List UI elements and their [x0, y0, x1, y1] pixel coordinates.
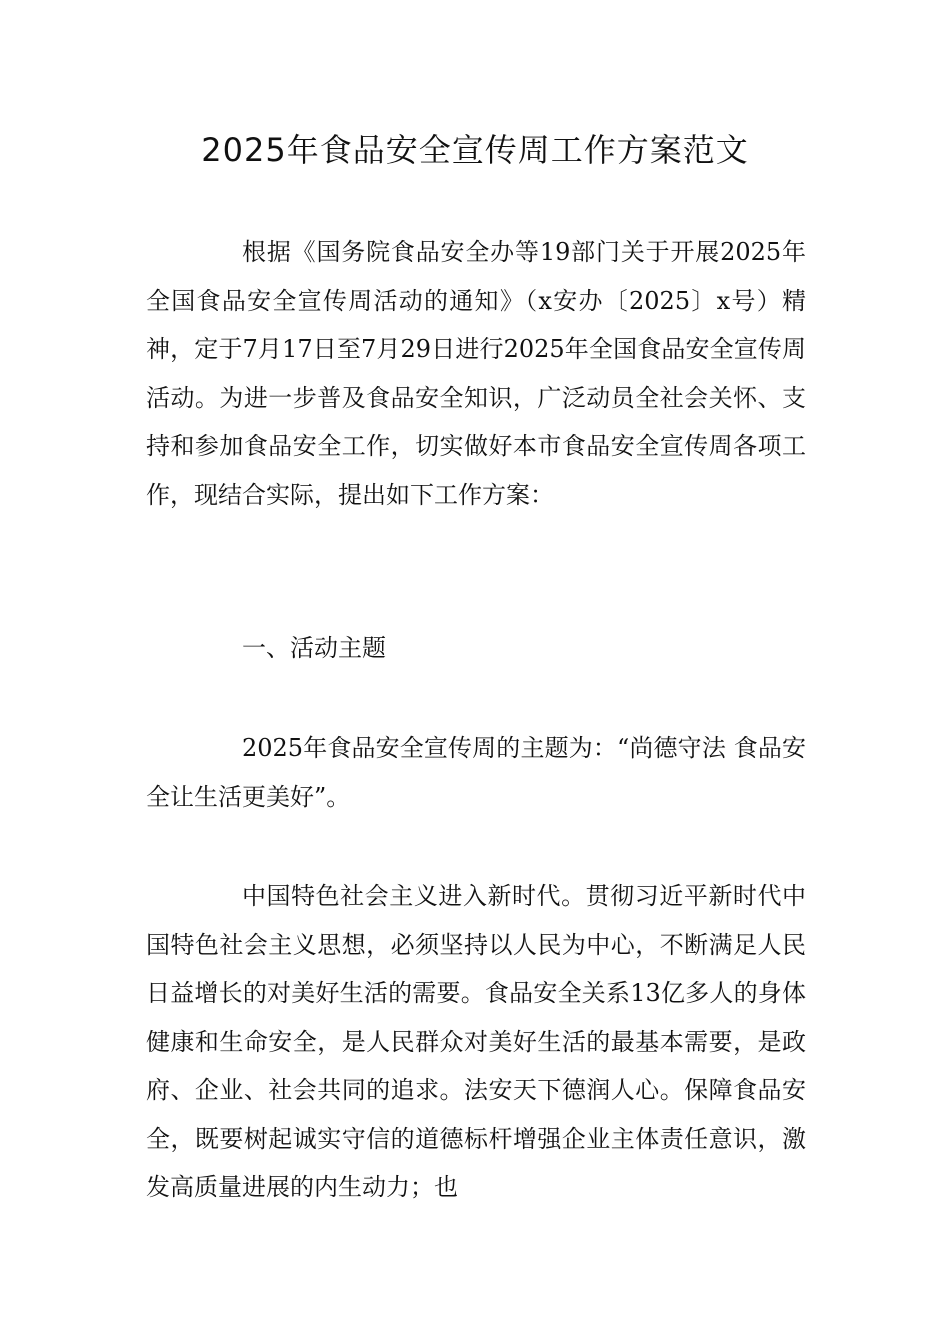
section-heading-theme: 一、活动主题: [242, 634, 386, 662]
paragraph-context: 中国特色社会主义进入新时代。贯彻习近平新时代中国特色社会主义思想，必须坚持以人民为中心，不断满足人民日益增长的对美好生活的需要。食品安全关系13亿多人的身体健康和生命安全，是人民群众对美好生活的最基本需要，是政府、企业、社会共同的追求。法安天下德润人心。保障食品安全，既要树起诚实守信的道德标杆增强企业主体责任意识，激发高质量进展的内生动力；也: [146, 882, 806, 1201]
document-title: 2025年食品安全宣传周工作方案范文: [201, 131, 749, 169]
paragraph-theme: 2025年食品安全宣传周的主题为：“尚德守法 食品安全让生活更美好”。: [146, 734, 806, 811]
paragraph-intro: 根据《国务院食品安全办等19部门关于开展2025年全国食品安全宣传周活动的通知》（x安办〔2025〕x号）精神，定于7月17日至7月29日进行2025年全国食品安全宣传周活动。为进一步普及食品安全知识，广泛动员全社会关怀、支持和参加食品安全工作，切实做好本市食品安全宣传周各项工作，现结合实际，提出如下工作方案：: [146, 238, 806, 509]
